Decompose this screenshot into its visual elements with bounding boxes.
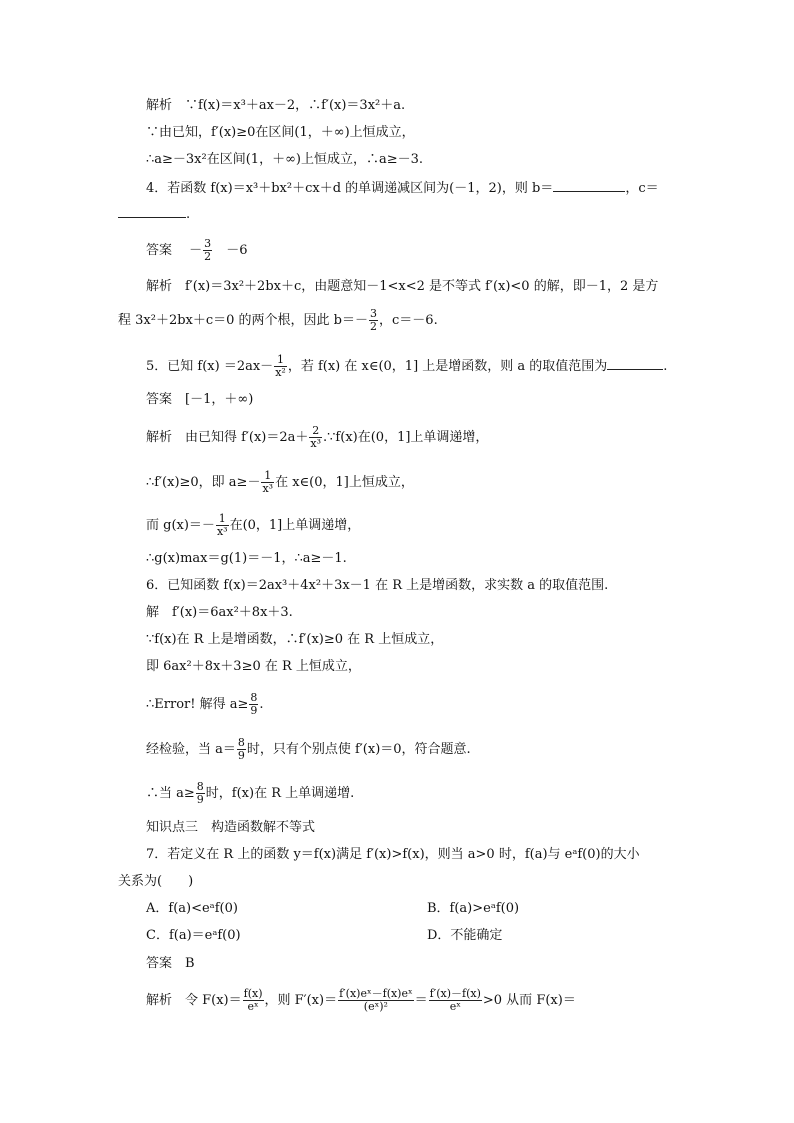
denominator: eˣ [247,1000,259,1013]
solution-5-line-1 [146,425,488,450]
answer-label: 答案 [146,392,173,407]
numerator: 1 [216,513,229,526]
numerator: 8 [250,691,258,704]
numerator: f′(x)－f(x) [429,987,481,1000]
solution-3-line-2: ∵由已知，f′(x)≥0在区间(1，＋∞)上恒成立， [146,125,415,140]
answer-blank-b [553,177,625,192]
fraction [429,988,482,1013]
answer-blank-c [118,203,186,218]
solution-6-line-2: ∵f(x)在 R 上是增函数，∴f′(x)≥0 在 R 上恒成立， [146,632,444,647]
numerator: f′(x)eˣ－f(x)eˣ [339,987,413,1000]
solution-5-text: 而 g(x)＝－ [146,518,215,533]
section-heading: 知识点三 构造函数解不等式 [146,820,316,835]
option-d: D．不能确定 [427,928,503,943]
denominator: x³ [310,437,322,450]
answer-4-minus: － [189,243,203,258]
denominator: (eˣ)² [363,1000,388,1013]
denominator: eˣ [449,1000,461,1013]
equals-sign: ＝ [414,993,428,1008]
solution-6-text: ∴Error! 解得 a≥ [146,697,249,712]
solution-6-line-6 [146,781,354,806]
solution-4-text: 程 3x²＋2bx＋c＝0 的两个根，因此 b＝－ [118,313,369,328]
fraction [196,781,205,806]
numerator: 8 [196,780,204,793]
numerator: 1 [274,354,287,367]
fraction [261,470,274,495]
solution-5-text-end: 在(0，1]上单调递增， [229,518,361,533]
fraction [309,425,322,450]
denominator: 2 [370,320,378,333]
solution-7-text-end: >0 从而 F(x)＝ [482,993,576,1008]
question-4-line-2 [118,203,190,225]
fraction [274,354,287,379]
solution-6-line-3: 即 6ax²＋8x＋3≥0 在 R 上恒成立， [146,659,361,674]
option-a: A．f(a)<eᵃf(0) [146,901,238,916]
denominator: 9 [250,704,258,717]
solution-7-line-1 [146,988,576,1013]
solution-3-line-3: ∴a≥－3x²在区间(1，＋∞)上恒成立，∴a≥－3. [146,152,424,167]
answer-4-c: －6 [226,243,248,258]
question-4-line-1 [146,177,659,199]
solution-6-line-4 [146,692,264,717]
solution-4-text-end: ，c＝－6. [379,313,438,328]
solution-4-line-1: 解析 f′(x)＝3x²＋2bx＋c，由题意知－1<x<2 是不等式 f′(x)<0 的解，即－1，2 是方 [146,279,659,294]
fraction [249,692,258,717]
numerator: 8 [237,736,245,749]
question-4-text-c: ，c＝ [625,181,659,196]
denominator: x³ [262,482,274,495]
question-5-end: . [663,359,668,374]
solution-5-line-3 [146,513,360,538]
question-7-line-2: 关系为( ) [118,874,194,889]
denominator: 9 [237,749,245,762]
solution-6-text-end: 时，只有个别点使 f′(x)＝0，符合题意. [246,742,471,757]
solution-6-text-end: 时，f(x)在 R 上单调递增. [205,786,355,801]
numerator: f(x) [243,987,263,1000]
question-4-end: . [186,207,191,222]
denominator: 9 [196,793,204,806]
fraction [369,308,378,333]
denominator: x² [275,366,286,379]
option-c: C．f(a)＝eᵃf(0) [146,928,241,943]
denominator: x³ [216,525,228,538]
denominator: 2 [204,250,212,263]
answer-7-value: B [185,956,195,971]
answer-7 [146,954,195,974]
question-7-line-1: 7．若定义在 R 上的函数 y＝f(x)满足 f′(x)>f(x)，则当 a>0 时，f(a)与 eᵃf(0)的大小 [146,847,640,862]
solution-7-text: 解析 令 F(x)＝ [146,993,242,1008]
fraction [203,238,212,263]
solution-5-text-end: 在 x∈(0，1]上恒成立， [275,475,414,490]
solution-5-text: 解析 由已知得 f′(x)＝2a＋ [146,430,309,445]
solution-6-text: ∴当 a≥ [146,786,195,801]
solution-3-line-1: 解析 ∵f(x)＝x³＋ax－2，∴f′(x)＝3x²＋a. [146,98,406,113]
question-6: 6．已知函数 f(x)＝2ax³＋4x²＋3x－1 在 R 上是增函数，求实数 a 的取值范围. [146,578,609,593]
answer-4 [146,238,247,263]
question-5-text-2: ，若 f(x) 在 x∈(0，1] 上是增函数，则 a 的取值范围为 [287,359,608,374]
question-4-text: 4．若函数 f(x)＝x³＋bx²＋cx＋d 的单调递减区间为(－1，2)，则 b＝ [146,181,554,196]
question-5-text: 5．已知 f(x) ＝2ax－ [146,359,274,374]
answer-label: 答案 [146,243,173,258]
answer-5-value: [－1，＋∞) [185,392,254,407]
fraction [216,513,229,538]
numerator: 3 [204,237,212,250]
fraction [237,737,246,762]
solution-6-text: 经检验，当 a＝ [146,742,236,757]
numerator: 3 [370,307,378,320]
solution-6-text-end: . [259,697,264,712]
answer-label: 答案 [146,956,173,971]
fraction [338,988,414,1013]
answer-blank-a [607,355,663,370]
solution-5-text-end: .∵f(x)在(0，1]上单调递增， [323,430,489,445]
solution-5-line-2 [146,470,414,495]
question-5 [146,354,667,379]
solution-4-line-2 [118,308,438,333]
solution-6-line-5 [146,737,471,762]
option-b: B．f(a)>eᵃf(0) [427,901,520,916]
solution-6-line-1: 解 f′(x)＝6ax²＋8x＋3. [146,605,293,620]
answer-5 [146,390,253,410]
numerator: 1 [261,470,274,483]
solution-5-text: ∴f′(x)≥0，即 a≥－ [146,475,261,490]
numerator: 2 [309,425,322,438]
solution-5-line-4: ∴g(x)max＝g(1)＝－1，∴a≥－1. [146,551,347,566]
solution-7-text-2: ，则 F′(x)＝ [264,993,338,1008]
fraction [243,988,264,1013]
